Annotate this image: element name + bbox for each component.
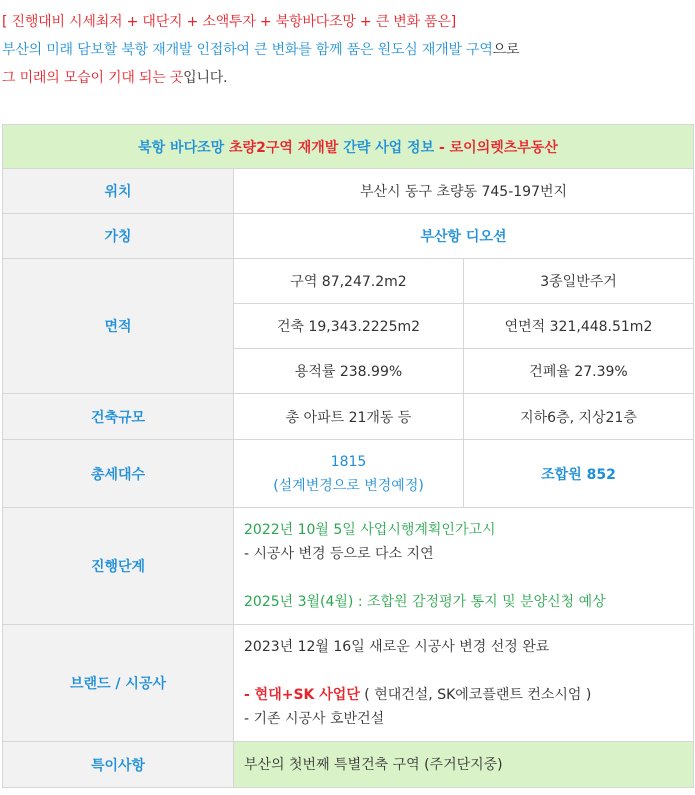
intro-line-3-tail: 입니다. xyxy=(183,70,228,86)
table-row-name xyxy=(3,214,694,259)
brand-new-contractor: - 현대+SK 사업단 xyxy=(244,687,360,703)
area-zone: 구역 87,247.2m2 xyxy=(234,259,464,304)
area-label: 면적 xyxy=(3,259,234,394)
brand-value xyxy=(234,625,694,742)
brand-line-3: - 기존 시공사 호반건설 xyxy=(244,711,385,727)
scale-label: 건축규모 xyxy=(3,394,234,440)
intro-line-2 xyxy=(2,38,519,62)
table-row-brand xyxy=(3,625,694,742)
brand-spacer xyxy=(244,659,685,683)
stage-line-2: - 시공사 변경 등으로 다소 지연 xyxy=(244,546,434,562)
households-count: 1815 xyxy=(330,453,367,470)
special-value: 부산의 첫번째 특별건축 구역 (주거단지중) xyxy=(234,742,694,788)
location-label: 위치 xyxy=(3,169,234,214)
header-dash: - xyxy=(438,139,450,156)
header-agency-name: 로이의렛츠부동산 xyxy=(449,139,558,156)
header-project-name: 초량2구역 재개발 xyxy=(229,139,339,156)
area-total-floor: 연면적 321,448.51m2 xyxy=(464,304,694,349)
header-part-1: 북항 바다조망 xyxy=(138,139,230,156)
intro-line-2-highlight: 부산의 미래 담보할 북항 재개발 인접하여 큰 변화를 함께 품은 원도심 재개발 구역 xyxy=(2,42,493,58)
brand-line-2 xyxy=(244,683,685,707)
table-row-special xyxy=(3,742,694,788)
intro-line-2-tail: 으로 xyxy=(492,42,520,58)
table-row-households xyxy=(3,440,694,508)
table-row-area-1 xyxy=(3,259,694,304)
table-row-stage xyxy=(3,508,694,625)
stage-line-1: 2022년 10월 5일 사업시행계획인가고시 xyxy=(244,522,496,538)
area-building: 건축 19,343.2225m2 xyxy=(234,304,464,349)
intro-line-1: [ 진행대비 시세최저 + 대단지 + 소액투자 + 북항바다조망 + 큰 변화 품은] xyxy=(2,14,457,30)
households-total xyxy=(234,440,464,508)
name-label: 가칭 xyxy=(3,214,234,259)
scale-buildings: 총 아파트 21개동 등 xyxy=(234,394,464,440)
header-part-3: 간략 사업 정보 xyxy=(338,139,439,156)
households-members: 조합원 852 xyxy=(464,440,694,508)
stage-value xyxy=(234,508,694,625)
table-header-row xyxy=(3,125,694,169)
stage-line-3: 2025년 3월(4월) : 조합원 감정평가 통지 및 분양신청 예상 xyxy=(244,594,606,610)
brand-consortium: ( 현대건설, SK에코플랜트 컨소시엄 ) xyxy=(359,687,592,703)
brand-label: 브랜드 / 시공사 xyxy=(3,625,234,742)
area-zoning: 3종일반주거 xyxy=(464,259,694,304)
brand-line-1: 2023년 12월 16일 새로운 시공사 변경 선정 완료 xyxy=(244,639,550,655)
name-value: 부산항 디오션 xyxy=(234,214,694,259)
table-row-scale xyxy=(3,394,694,440)
table-row-location xyxy=(3,169,694,214)
special-label: 특이사항 xyxy=(3,742,234,788)
stage-spacer xyxy=(244,566,685,590)
intro-line-3 xyxy=(2,66,227,90)
stage-label: 진행단계 xyxy=(3,508,234,625)
scale-floors: 지하6층, 지상21층 xyxy=(464,394,694,440)
area-bcr: 건폐율 27.39% xyxy=(464,349,694,394)
area-far: 용적률 238.99% xyxy=(234,349,464,394)
households-note: (설계변경으로 변경예정) xyxy=(273,477,424,494)
project-info-table xyxy=(2,124,694,788)
location-value: 부산시 동구 초량동 745-197번지 xyxy=(234,169,694,214)
intro-line-3-highlight: 그 미래의 모습이 기대 되는 곳 xyxy=(2,70,184,86)
table-header xyxy=(3,125,694,169)
households-label: 총세대수 xyxy=(3,440,234,508)
